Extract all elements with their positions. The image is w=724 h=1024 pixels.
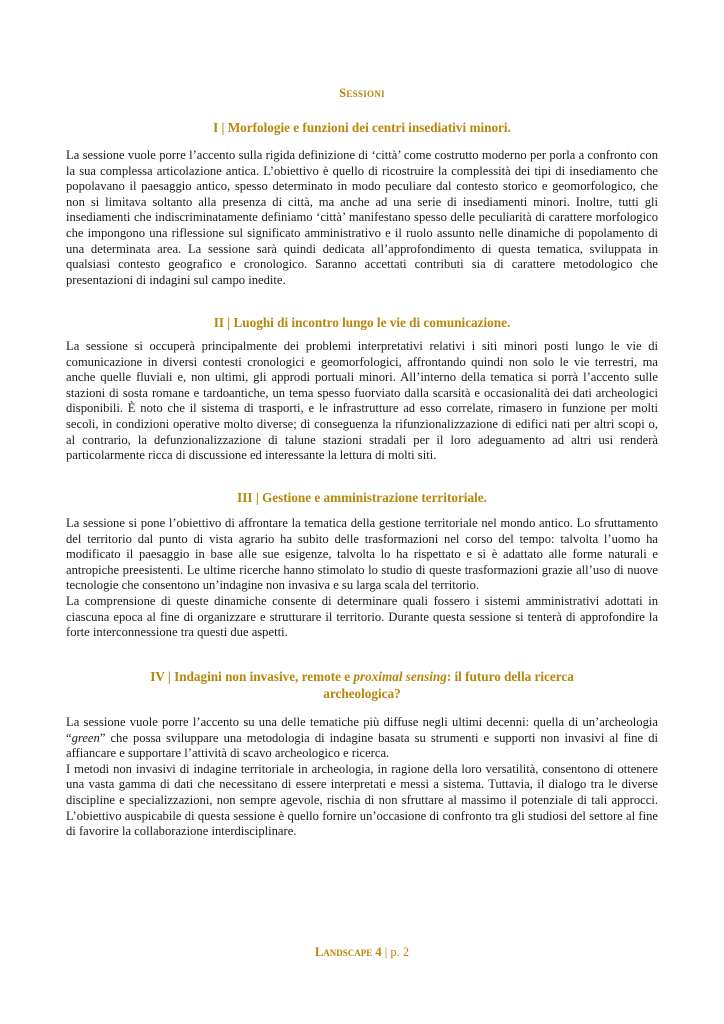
session-4-title-start: IV | Indagini non invasive, remote e: [150, 669, 354, 684]
session-2-paragraph: La sessione si occuperà principalmente dei problemi interpretativi relativi i siti minori posti lungo le vie di comunicazione in diversi contesti cronologici e geomorfologici, affrontando quindi non solo le vie terrestri, ma anche quelle fluviali e, non ultimi, gli approdi portuali minori. All’interno della tematica si porrà l’accento sulle stazioni di sosta romane e tardoantiche, un tema spesso fuorviato dalla scarsità e occasionalità dei dati archeologici disponibili. È noto che il sistema di trasporti, e le infrastrutture ad esso correlate, rimasero in funzione per molti secoli, in condizioni operative molto diverse; di conseguenza la rifunzionalizzazione di edifici nati per altri scopi o, al contrario, la defunzionalizzazione di talune stazioni stradali per il loro adeguamento ad altri usi renderà particolarmente ricca di discussione ed interessante la lettura di molti siti.: [66, 339, 658, 463]
footer-brand: Landscape 4: [314, 945, 382, 959]
page-footer: [0, 945, 724, 960]
session-body-4: [66, 715, 658, 840]
session-4-title-italic: proximal sensing: [353, 669, 447, 684]
footer-page-number: p. 2: [390, 945, 410, 959]
session-body-3: [66, 516, 658, 641]
session-4-title-end: : il futuro della ricerca archeologica?: [323, 669, 574, 701]
session-4-p1-end: ” che possa sviluppare una metodologia di indagine basata su strumenti e supporti non invasivi al fine di affiancare e supportare l’attività di scavo archeologico e ricerca.: [66, 730, 658, 761]
session-body-1: [66, 148, 658, 288]
session-title-3: III | Gestione e amministrazione territoriale.: [237, 490, 487, 505]
session-3-paragraph-2: La comprensione di queste dinamiche consente di determinare quali fossero i sistemi amministrativi adottati in ciascuna epoca al fine di organizzare e strutturare il territorio. Durante questa sessione si tenterà di approfondire la forte interconnessione tra questi due aspetti.: [66, 593, 658, 640]
session-4-p1-italic: green: [71, 730, 100, 745]
footer-separator: |: [384, 945, 388, 959]
session-title-2: II | Luoghi di incontro lungo le vie di comunicazione.: [213, 315, 511, 330]
session-4-p1-start: La sessione vuole porre l’accento su una delle tematiche più diffuse negli ultimi decenni: quella di un’archeologia “: [66, 715, 658, 745]
page-heading: Sessioni: [339, 86, 385, 100]
session-4-paragraph-2: I metodi non invasivi di indagine territoriale in archeologia, in ragione della loro versatilità, consentono di ottenere una vasta gamma di dati che necessitano di essere interpretati e messi a sistema. Tuttavia, il dialogo tra le diverse discipline e specializzazioni, non sempre agevole, rischia di non sfruttare al massimo il potenziale di tali approcci. L’obiettivo auspicabile di questa sessione è quello fornire un’occasione di confronto tra gli studiosi del settore al fine di favorire la collaborazione interdisciplinare.: [66, 761, 658, 839]
session-body-2: [66, 339, 658, 464]
session-4-paragraph-1: [66, 715, 658, 762]
session-title-1: I | Morfologie e funzioni dei centri insediativi minori.: [213, 120, 511, 135]
session-1-paragraph: La sessione vuole porre l’accento sulla rigida definizione di ‘città’ come costrutto moderno per porla a confronto con la sua complessa articolazione antica. L’obiettivo è quello di ricostruire la complessità dei tipi di insediamento che popolavano il paesaggio antico, spesso determinato in modo peculiare dal contesto storico e geomorfologico, che non si limitava soltanto alla presenza di città, ma anche ad una serie di insediamenti minori. Inoltre, tutti gli insediamenti che indiscriminatamente definiamo ‘città’ manifestano spesso delle peculiarità di carattere morfologico che impongono una riflessione sul significato amministrativo e il ruolo assunto nelle dinamiche di popolamento di una determinata area. La sessione sarà quindi dedicata all’approfondimento di questa tematica, sviluppata in qualsiasi contesto geografico e cronologico. Saranno accettati contributi sia di carattere metodologico che presentazioni di indagini sul campo inedite.: [66, 148, 658, 287]
session-3-paragraph-1: La sessione si pone l’obiettivo di affrontare la tematica della gestione territoriale nel mondo antico. Lo sfruttamento del territorio dal punto di vista agrario ha subito delle trasformazioni nel corso del tempo: talvolta l’uomo ha modificato il paesaggio in base alle sue esigenze, talvolta lo ha rispettato e si è adattato alle forme naturali e antropiche preesistenti. Le ultime ricerche hanno stimolato lo studio di queste trasformazioni grazie all’uso di nuove tecnologie che consentono un’indagine non invasiva e su larga scala del territorio.: [66, 516, 658, 593]
session-title-4: [150, 668, 574, 702]
